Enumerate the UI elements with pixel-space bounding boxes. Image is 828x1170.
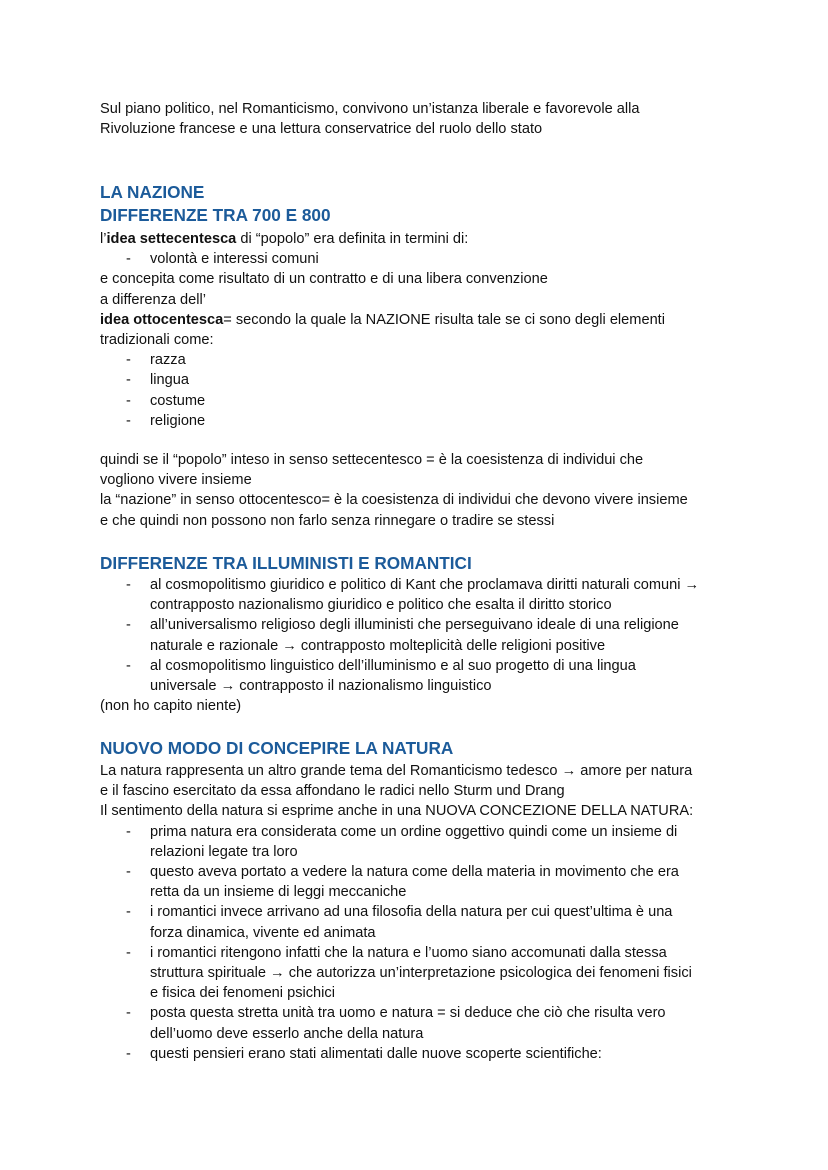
section-heading: DIFFERENZE TRA 700 E 800 xyxy=(100,204,331,225)
text-segment: e che quindi non possono non farlo senza rinnegare o tradire se stessi xyxy=(100,512,555,529)
text-segment: religione xyxy=(150,412,206,429)
text-segment: struttura spirituale → che autorizza un’interpretazione psicologica dei fenomeni fisici xyxy=(150,965,692,981)
section-heading: LA NAZIONE xyxy=(100,181,205,202)
intro-line: Rivoluzione francese e una lettura conservatrice del ruolo dello stato xyxy=(100,121,543,138)
text-line xyxy=(100,490,688,510)
list-item xyxy=(150,862,679,882)
bullet-dash: - xyxy=(126,372,131,389)
bold-term: idea ottocentesca xyxy=(100,311,224,328)
text-line xyxy=(150,636,605,656)
text-segment: Il sentimento della natura si esprime anche in una NUOVA CONCEZIONE DELLA NATURA: xyxy=(100,803,694,820)
list-item xyxy=(150,1044,602,1064)
bullet-dash: - xyxy=(126,657,131,674)
text-segment: forza dinamica, vivente ed animata xyxy=(150,924,376,941)
text-segment: vogliono vivere insieme xyxy=(100,472,252,489)
list-item xyxy=(150,411,205,431)
bullet-dash: - xyxy=(126,944,131,961)
text-segment: e il fascino esercitato da essa affondano le radici nello Sturm und Drang xyxy=(100,783,565,800)
text-segment: la “nazione” in senso ottocentesco= è la coesistenza di individui che devono vivere insieme xyxy=(100,492,688,509)
text-segment: l’ xyxy=(100,231,107,247)
text-segment: all’universalismo religioso degli illuministi che perseguivano ideale di una religione xyxy=(150,617,679,634)
text-line xyxy=(100,696,241,716)
text-segment: retta da un insieme di leggi meccaniche xyxy=(150,884,407,901)
text-line xyxy=(100,330,214,350)
list-item xyxy=(150,822,677,842)
text-segment: volontà e interessi comuni xyxy=(150,251,319,268)
text-line xyxy=(150,676,492,696)
list-item xyxy=(150,249,319,269)
text-segment: al cosmopolitismo linguistico dell’illuminismo e al suo progetto di una lingua xyxy=(150,657,636,674)
text-line xyxy=(100,450,643,470)
text-line xyxy=(100,290,206,310)
list-item xyxy=(150,656,636,676)
text-line xyxy=(100,470,252,490)
text-segment: a differenza dell’ xyxy=(100,291,207,308)
text-line xyxy=(150,1024,423,1044)
intro-line: Sul piano politico, nel Romanticismo, convivono un’istanza liberale e favorevole alla xyxy=(100,101,640,117)
list-item xyxy=(150,575,699,595)
text-line xyxy=(100,511,554,531)
text-segment: posta questa stretta unità tra uomo e natura = si deduce che ciò che risulta vero xyxy=(150,1005,666,1022)
bullet-dash: - xyxy=(126,1005,131,1022)
text-segment: naturale e razionale → contrapposto molteplicità delle religioni positive xyxy=(150,637,606,654)
list-item xyxy=(150,350,186,370)
text-segment: questi pensieri erano stati alimentati dalle nuove scoperte scientifiche: xyxy=(150,1045,602,1062)
text-segment: razza xyxy=(150,352,186,369)
text-segment: (non ho capito niente) xyxy=(100,698,242,715)
text-segment: universale → contrapposto il nazionalismo linguistico xyxy=(150,678,492,694)
bullet-dash: - xyxy=(126,577,131,593)
text-line xyxy=(150,882,406,902)
text-segment: = secondo la quale la NAZIONE risulta tale se ci sono degli elementi xyxy=(223,311,665,328)
list-item xyxy=(150,391,205,411)
bullet-dash: - xyxy=(126,864,131,880)
text-segment: quindi se il “popolo” inteso in senso settecentesco = è la coesistenza di individui che xyxy=(100,452,644,468)
text-segment: e concepita come risultato di un contratto e di una libera convenzione xyxy=(100,271,548,288)
text-line xyxy=(100,269,548,289)
bullet-dash: - xyxy=(126,617,131,634)
list-item xyxy=(150,615,679,635)
text-segment: costume xyxy=(150,392,206,409)
text-segment: dell’uomo deve esserlo anche della natura xyxy=(150,1025,424,1042)
text-segment: prima natura era considerata come un ordine oggettivo quindi come un insieme di xyxy=(150,823,678,840)
text-line xyxy=(150,595,612,615)
text-segment: e fisica dei fenomeni psichici xyxy=(150,985,335,1002)
bullet-dash: - xyxy=(126,352,131,369)
bullet-dash: - xyxy=(126,823,131,840)
text-line xyxy=(100,801,693,821)
bullet-dash: - xyxy=(126,412,131,429)
section-heading: DIFFERENZE TRA ILLUMINISTI E ROMANTICI xyxy=(100,552,472,573)
text-segment: i romantici invece arrivano ad una filosofia della natura per cui quest’ultima è una xyxy=(150,904,673,921)
text-line xyxy=(100,310,665,330)
text-segment: di “popolo” era definita in termini di: xyxy=(236,231,469,247)
text-segment: questo aveva portato a vedere la natura come della materia in movimento che era xyxy=(150,864,679,880)
text-segment: i romantici ritengono infatti che la natura e l’uomo siano accomunati dalla stessa xyxy=(150,944,667,961)
text-line xyxy=(100,761,692,781)
section-heading: NUOVO MODO DI CONCEPIRE LA NATURA xyxy=(100,737,454,758)
text-segment: lingua xyxy=(150,372,189,389)
list-item xyxy=(150,902,672,922)
text-line xyxy=(100,229,468,249)
text-line xyxy=(100,781,565,801)
text-line xyxy=(150,983,335,1003)
text-line xyxy=(150,923,376,943)
text-segment: al cosmopolitismo giuridico e politico di Kant che proclamava diritti naturali comuni → xyxy=(150,577,700,593)
bullet-dash: - xyxy=(126,904,131,921)
bullet-dash: - xyxy=(126,1045,131,1062)
text-line xyxy=(150,963,692,983)
bold-term: idea settecentesca xyxy=(106,231,237,247)
bullet-dash: - xyxy=(126,392,131,409)
text-segment: relazioni legate tra loro xyxy=(150,843,298,860)
text-segment: tradizionali come: xyxy=(100,332,214,348)
text-line xyxy=(150,842,298,862)
text-segment: contrapposto nazionalismo giuridico e politico che esalta il diritto storico xyxy=(150,597,612,614)
list-item xyxy=(150,1003,666,1023)
list-item xyxy=(150,370,189,390)
bullet-dash: - xyxy=(126,251,131,268)
text-segment: La natura rappresenta un altro grande tema del Romanticismo tedesco → amore per natura xyxy=(100,763,693,779)
list-item xyxy=(150,943,667,963)
